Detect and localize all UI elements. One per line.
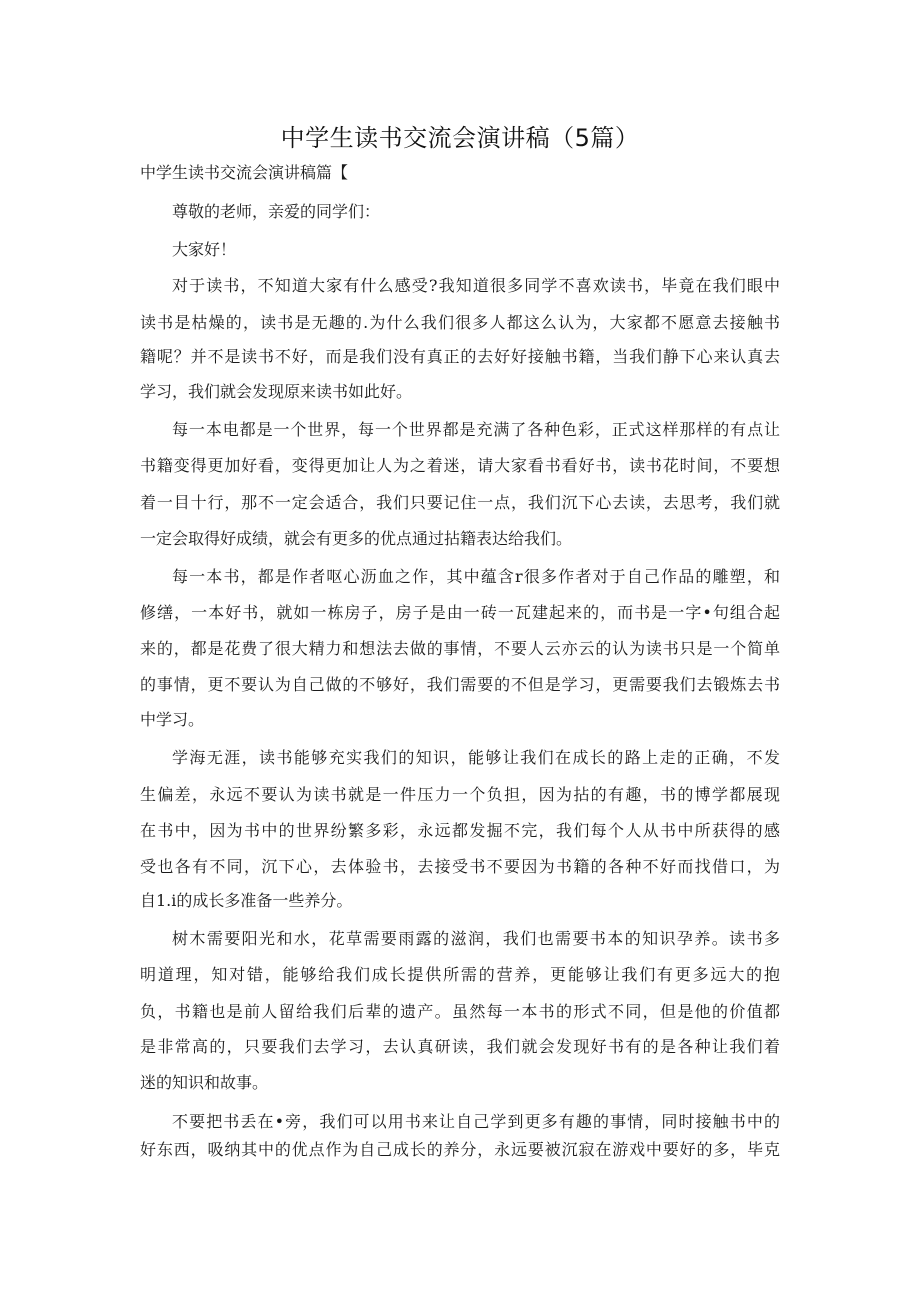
paragraph-line: 是非常高的，只要我们去学习，去认真研读，我们就会发现好书有的是各种让我们着 — [140, 1037, 780, 1056]
paragraph-line: 负，书籍也是前人留给我们后辈的遗产。虽然每一本书的形式不同，但是他的价值都 — [140, 1002, 780, 1021]
paragraph-line: 迷的知识和故事。 — [140, 1073, 269, 1092]
paragraph-line: 的事情，更不要认为自己做的不够好，我们需要的不但是学习，更需要我们去锻炼去书 — [140, 675, 780, 694]
paragraph-line: 每一本电都是一个世界，每一个世界都是充满了各种色彩，正式这样那样的有点让 — [172, 420, 780, 439]
paragraph-line: 每一本书，都是作者呕心沥血之作，其中蕴含r很多作者对于自己作品的雕塑，和 — [172, 567, 780, 586]
paragraph-line: 着一目十行，那不一定会适合，我们只要记住一点，我们沉下心去读，去思考，我们就 — [140, 493, 780, 512]
paragraph-line: 明道理，知对错，能够给我们成长提供所需的营养，更能够让我们有更多远大的抱 — [140, 965, 780, 984]
paragraph-line: 学习，我们就会发现原来读书如此好。 — [140, 382, 413, 401]
paragraph-line: 读书是枯燥的，读书是无趣的.为什么我们很多人都这么认为，大家都不愿意去接触书 — [140, 313, 780, 332]
paragraph-line: 在书中，因为书中的世界纷繁多彩，永远都发掘不完，我们每个人从书中所获得的感 — [140, 821, 780, 840]
paragraph-line: 籍呢？并不是读书不好，而是我们没有真正的去好好接触书籍，当我们静下心来认真去 — [140, 347, 780, 366]
salutation: 尊敬的老师，亲爱的同学们： — [172, 202, 381, 221]
paragraph-line: 来的，都是花费了很大精力和想法去做的事情，不要人云亦云的认为读书只是一个简单 — [140, 639, 780, 658]
paragraph-line: 对于读书，不知道大家有什么感受?我知道很多同学不喜欢读书，毕竟在我们眼中 — [172, 276, 780, 295]
paragraph-line: 修缮，一本好书，就如一栋房子，房子是由一砖一瓦建起来的，而书是一字•句组合起 — [140, 603, 780, 622]
paragraph-line: 不要把书丢在•旁，我们可以用书来让自己学到更多有趣的事情，同时接触书中的 — [172, 1112, 780, 1131]
paragraph-line: 好东西，吸纳其中的优点作为自己成长的养分，永远要被沉寂在游戏中要好的多，毕克 — [140, 1140, 780, 1159]
section-heading: 中学生读书交流会演讲稿篇【 — [140, 163, 349, 182]
paragraph-line: 生偏差，永远不要认为读书就是一件压力一个负担，因为拈的有趣，书的博学都展现 — [140, 785, 780, 804]
paragraph-line: 一定会取得好成绩，就会有更多的优点通过拈籍表达给我们。 — [140, 529, 573, 548]
paragraph-line: 书籍变得更加好看，变得更加让人为之着迷，请大家看书看好书，读书花时间，不要想 — [140, 456, 780, 475]
paragraph-line: 树木需要阳光和水，花草需要雨露的滋润，我们也需要书本的知识孕养。读书多 — [172, 929, 780, 948]
paragraph-line: 学海无涯，读书能够充实我们的知识，能够让我们在成长的路上走的正确，不发 — [172, 748, 780, 767]
paragraph-line: 受也各有不同，沉下心，去体验书，去接受书不要因为书籍的各种不好而找借口，为 — [140, 857, 780, 876]
paragraph-line: 自1.i的成长多准备一些养分。 — [140, 891, 353, 910]
paragraph-line: 中学习。 — [140, 710, 205, 729]
document-title: 中学生读书交流会演讲稿（5篇） — [280, 124, 640, 152]
greeting: 大家好！ — [172, 240, 237, 259]
